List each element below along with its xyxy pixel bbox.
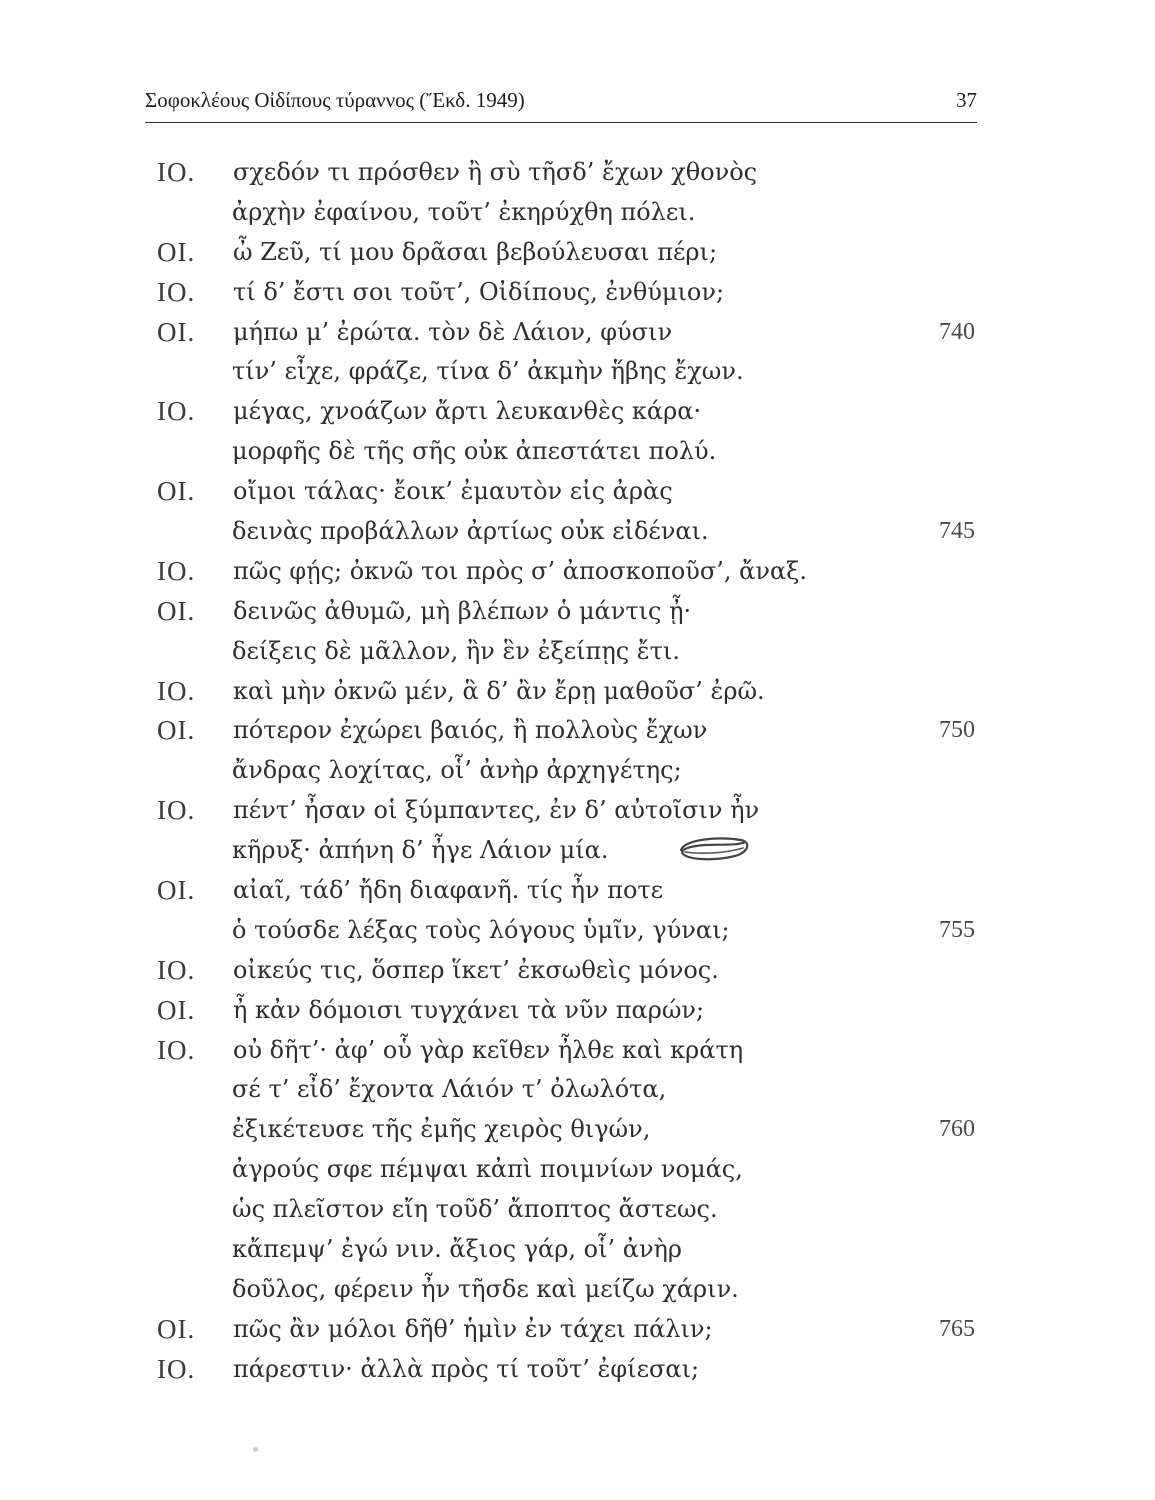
speaker-label: ΟΙ. (157, 875, 196, 906)
verse-text: οἰκεύς τις, ὅσπερ ἵκετ’ ἐκσωθεὶς μόνος. (233, 955, 719, 984)
verse-text: δείξεις δὲ μᾶλλον, ἢν ἓν ἐξείπῃς ἔτι. (232, 636, 680, 665)
verse-text: τίν’ εἶχε, φράζε, τίνα δ’ ἀκμὴν ἥβης ἔχων. (232, 357, 744, 386)
verse-text: ὡς πλεῖστον εἴη τοῦδ’ ἄποπτος ἄστεως. (232, 1195, 718, 1224)
verse-line (0, 950, 1155, 990)
verse-line (0, 790, 1155, 830)
speaker-label: ΟΙ. (157, 1313, 196, 1344)
verse-line (0, 1189, 1155, 1229)
speaker-label: ΙΟ. (157, 795, 196, 826)
header-rule (145, 122, 977, 123)
verse-line (0, 1349, 1155, 1389)
verse-line (0, 351, 1155, 391)
verse-text: ὁ τούσδε λέξας τοὺς λόγους ὑμῖν, γύναι; (232, 915, 730, 944)
verse-text: μορφῆς δὲ τῆς σῆς οὐκ ἀπεστάτει πολύ. (232, 437, 717, 466)
verse-line (0, 990, 1155, 1030)
speaker-label: ΙΟ. (157, 396, 196, 427)
verse-text: δεινὰς προβάλλων ἀρτίως οὐκ εἰδέναι. (232, 517, 709, 546)
verse-text: δοῦλος, φέρειν ἦν τῆσδε καὶ μείζω χάριν. (232, 1274, 739, 1303)
verse-text: οὐ δῆτ’· ἀφ’ οὗ γὰρ κεῖθεν ἦλθε καὶ κράτη (233, 1035, 744, 1064)
line-number: 750 (939, 717, 975, 744)
speaker-label: ΟΙ. (157, 994, 196, 1025)
speaker-label: ΙΟ. (157, 157, 196, 187)
verse-text: αἰαῖ, τάδ’ ἤδη διαφανῆ. τίς ἦν ποτε (233, 876, 664, 905)
speaker-label: ΟΙ. (157, 236, 196, 267)
verse-line (0, 1269, 1155, 1309)
verse-line (0, 511, 1155, 551)
verse-line (0, 471, 1155, 511)
verse-text: ἀγρούς σφε πέμψαι κἀπὶ ποιμνίων νομάς, (232, 1155, 743, 1184)
verse-line (0, 312, 1155, 352)
verse-line (0, 591, 1155, 631)
verse-line (0, 870, 1155, 910)
line-number: 765 (939, 1315, 975, 1342)
speaker-label: ΟΙ. (157, 316, 196, 347)
verse-line (0, 431, 1155, 471)
verse-line (0, 551, 1155, 591)
verse-text: μέγας, χνοάζων ἄρτι λευκανθὲς κάρα· (233, 397, 702, 426)
speaker-label: ΙΟ. (157, 1353, 196, 1384)
verse-line (0, 192, 1155, 232)
verse-line (0, 1109, 1155, 1149)
verse-text: πῶς φῄς; ὀκνῶ τοι πρὸς σ’ ἀποσκοποῦσ’, ἄναξ. (233, 556, 807, 585)
verse-text: ἄνδρας λοχίτας, οἷ’ ἀνὴρ ἀρχηγέτης; (232, 756, 682, 785)
speaker-label: ΙΟ. (157, 954, 196, 985)
verse-text: δεινῶς ἀθυμῶ, μὴ βλέπων ὁ μάντις ᾖ· (233, 596, 692, 625)
verse-text: οἴμοι τάλας· ἔοικ’ ἐμαυτὸν εἰς ἀρὰς (233, 477, 673, 506)
verse-line (0, 830, 1155, 870)
speck (253, 1447, 258, 1452)
verse-line (0, 1309, 1155, 1349)
page-number: 37 (956, 88, 977, 112)
verse-text: πάρεστιν· ἀλλὰ πρὸς τί τοῦτ’ ἐφίεσαι; (233, 1354, 700, 1383)
verse-line (0, 710, 1155, 750)
verse-text: πότερον ἐχώρει βαιός, ἢ πολλοὺς ἔχων (233, 716, 708, 745)
line-number: 760 (939, 1116, 975, 1143)
line-number: 755 (939, 916, 975, 943)
verse-text: μήπω μ’ ἐρώτα. τὸν δὲ Λάιον, φύσιν (233, 317, 673, 346)
verse-text: τί δ’ ἔστι σοι τοῦτ’, Οἰδίπους, ἐνθύμιον; (233, 277, 725, 306)
verse-text: κἄπεμψ’ ἐγώ νιν. ἄξιος γάρ, οἷ’ ἀνὴρ (232, 1235, 683, 1264)
verse-line (0, 272, 1155, 312)
verse-line (0, 910, 1155, 950)
verse-text: ὦ Ζεῦ, τί μου δρᾶσαι βεβούλευσαι πέρι; (233, 237, 718, 266)
verse-text: σχεδόν τι πρόσθεν ἢ σὺ τῆσδ’ ἔχων χθονὸς (233, 158, 758, 186)
verse-text: σέ τ’ εἶδ’ ἔχοντα Λάιόν τ’ ὀλωλότα, (232, 1075, 667, 1104)
verse-line (0, 1229, 1155, 1269)
verse-line (0, 671, 1155, 711)
speaker-label: ΙΟ. (157, 675, 196, 706)
speaker-label: ΟΙ. (157, 595, 196, 626)
verse-line (0, 631, 1155, 671)
speaker-label: ΙΟ. (157, 1034, 196, 1065)
verse-text: ἦ κἀν δόμοισι τυγχάνει τὰ νῦν παρών; (233, 995, 705, 1024)
verse-line (0, 750, 1155, 790)
verse-text: πέντ’ ἦσαν οἱ ξύμπαντες, ἐν δ’ αὐτοῖσιν ἦν (233, 796, 760, 825)
running-header (145, 86, 977, 116)
verse-line (0, 152, 1155, 192)
speaker-label: ΟΙ. (157, 476, 196, 507)
verse-text: καὶ μὴν ὀκνῶ μέν, ἃ δ’ ἂν ἔρῃ μαθοῦσ’ ἐρῶ. (233, 676, 765, 705)
verse-line (0, 1030, 1155, 1070)
verse-text: κῆρυξ· ἀπήνη δ’ ἦγε Λάιον μία. (232, 836, 609, 865)
verse-text: ἀρχὴν ἐφαίνου, τοῦτ’ ἐκηρύχθη πόλει. (232, 197, 696, 226)
speaker-label: ΙΟ. (157, 555, 196, 586)
speaker-label: ΙΟ. (157, 276, 196, 307)
verse-block (0, 152, 1155, 1389)
pencil-scribble-mark (675, 830, 755, 866)
running-title: Σοφοκλέους Οἰδίπους τύραννος (Ἔκδ. 1949) (145, 88, 525, 112)
verse-text: πῶς ἂν μόλοι δῆθ’ ἡμὶν ἐν τάχει πάλιν; (233, 1314, 713, 1343)
line-number: 745 (939, 518, 975, 545)
verse-line (0, 391, 1155, 431)
verse-line (0, 232, 1155, 272)
verse-text: ἐξικέτευσε τῆς ἐμῆς χειρὸς θιγών, (232, 1115, 651, 1144)
speaker-label: ΟΙ. (157, 715, 196, 746)
line-number: 740 (939, 318, 975, 345)
verse-line (0, 1069, 1155, 1109)
verse-line (0, 1149, 1155, 1189)
